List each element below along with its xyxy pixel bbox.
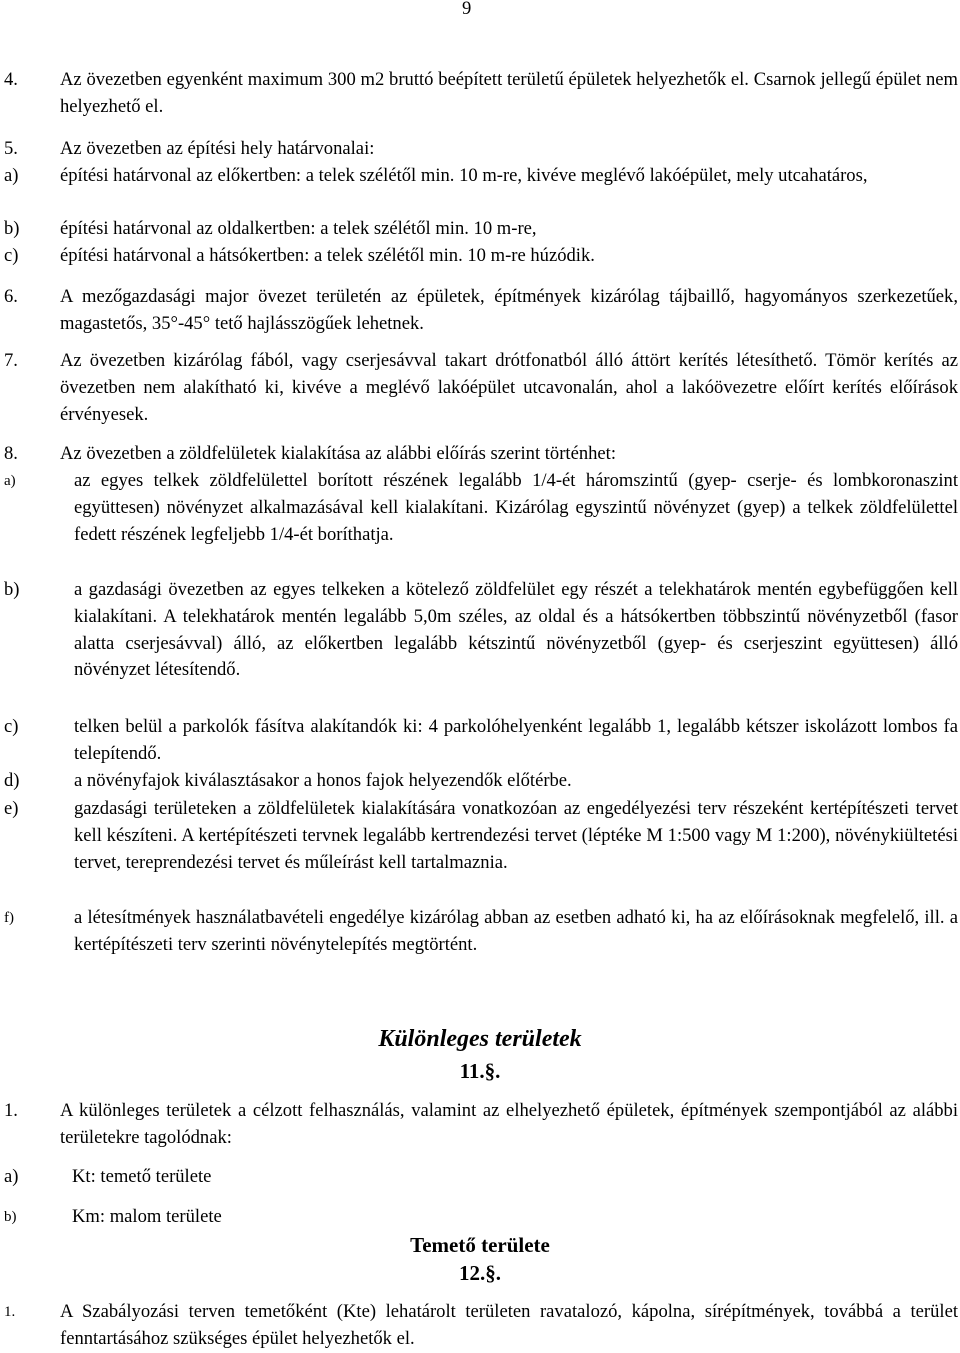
- section-8: [4, 441, 958, 468]
- cemetery-point-1: [4, 1299, 958, 1353]
- special-b: [4, 1204, 958, 1231]
- item-text: építési határvonal az előkertben: a telek szélétől min. 10 m-re, kivéve meglévő lakóépület, mely utcahatáros,: [60, 165, 868, 186]
- item-text: építési határvonal a hátsókertben: a telek szélétől min. 10 m-re húzódik.: [60, 245, 595, 266]
- heading-special-areas: Különleges területek: [378, 1026, 582, 1052]
- item-label: d): [4, 770, 20, 791]
- section-8-b: [4, 577, 958, 684]
- item-label: a): [4, 165, 19, 186]
- item-text: gazdasági területeken a zöldfelületek kialakítására vonatkozóan az engedélyezési terv részeként kertépítészeti tervet kell készíteni. A kertépítészeti tervnek legalább kertrendezési tervet (léptéke M 1:500 vagy M 1:200), növénykiültetési tervet, tereprendezési tervet és műleírást kell tartalmaznia.: [74, 798, 958, 873]
- item-label: f): [4, 910, 14, 926]
- section-7: [4, 348, 958, 428]
- section-number: 1.: [4, 1304, 16, 1320]
- paragraph-12: 12.§.: [459, 1261, 501, 1285]
- paragraph-11: 11.§.: [459, 1059, 501, 1083]
- item-label: c): [4, 245, 19, 266]
- section-number: 1.: [4, 1100, 18, 1121]
- item-label: e): [4, 798, 19, 819]
- section-8-d: [4, 768, 958, 795]
- section-4: [4, 67, 958, 121]
- section-text: A különleges területek a célzott felhasználás, valamint az elhelyezhető épületek, építmények szempontjából az alábbi területekre tagolódnak:: [60, 1100, 958, 1148]
- item-text: telken belül a parkolók fásítva alakítandók ki: 4 parkolóhelyenként legalább 1, legalább kétszer iskolázott lombos fa telepítendő.: [74, 716, 958, 764]
- item-text: építési határvonal az oldalkertben: a telek szélétől min. 10 m-re,: [60, 218, 537, 239]
- section-6: [4, 284, 958, 338]
- section-8-c: [4, 714, 958, 768]
- section-8-f: [4, 905, 958, 959]
- item-label: b): [4, 579, 20, 600]
- heading-cemetery: Temető területe: [410, 1233, 550, 1257]
- section-text: A Szabályozási terven temetőként (Kte) lehatárolt területen ravatalozó, kápolna, sírépítmények, továbbá a terület fenntartásához szükséges épület helyezhetők el.: [60, 1301, 958, 1349]
- page-number: 9: [462, 0, 472, 19]
- item-label: c): [4, 716, 19, 737]
- section-number: 5.: [4, 138, 18, 159]
- item-label: b): [4, 1209, 17, 1225]
- section-5-c: [4, 243, 958, 270]
- section-text: Az övezetben egyenként maximum 300 m2 bruttó beépített területű épületek helyezhetők el. Csarnok jellegű épület nem helyezhető el.: [60, 69, 958, 117]
- section-5-a: [4, 163, 958, 190]
- section-number: 4.: [4, 69, 18, 90]
- section-text: Az övezetben kizárólag fából, vagy cserjesávval takart drótfonatból álló áttört kerítés létesíthető. Tömör kerítés az övezetben nem alakítható ki, kivéve a meglévő lakóépület utcavonalán, ahol a lakóövezetre előírt kerítés előírások érvényesek.: [60, 350, 958, 425]
- section-number: 7.: [4, 350, 18, 371]
- item-label: a): [4, 1166, 19, 1187]
- section-text: Az övezetben az építési hely határvonalai:: [60, 138, 375, 159]
- item-label: b): [4, 218, 20, 239]
- item-text: Kt: temető területe: [72, 1166, 212, 1187]
- section-5-b: [4, 216, 958, 243]
- item-text: az egyes telkek zöldfelülettel borított részének legalább 1/4-ét háromszintű (gyep- cserje- és lombkoronaszint együttesen) növényzet alkalmazásával kell kialakítani. Kizárólag egyszintű növényzet (gyep) a telkek zöldfelülettel fedett részének legfeljebb 1/4-ét boríthatja.: [74, 470, 958, 545]
- section-8-e: [4, 796, 958, 876]
- section-number: 6.: [4, 286, 18, 307]
- special-point-1: [4, 1098, 958, 1152]
- section-text: Az övezetben a zöldfelületek kialakítása az alábbi előírás szerint történhet:: [60, 443, 617, 464]
- section-text: A mezőgazdasági major övezet területén az épületek, építmények kizárólag tájbaillő, hagyományos szerkezetűek, magastetős, 35°-45° tető hajlásszögűek lehetnek.: [60, 286, 958, 334]
- item-text: Km: malom területe: [72, 1206, 222, 1227]
- special-a: [4, 1164, 958, 1191]
- section-number: 8.: [4, 443, 18, 464]
- item-label: a): [4, 473, 16, 489]
- section-5: [4, 136, 958, 163]
- section-8-a: [4, 468, 958, 548]
- item-text: a létesítmények használatbavételi engedélye kizárólag abban az esetben adható ki, ha az előírásoknak megfelelő, ill. a kertépítészeti terv szerinti növénytelepítés megtörtént.: [74, 907, 958, 955]
- item-text: a növényfajok kiválasztásakor a honos fajok helyezendők előtérbe.: [74, 770, 572, 791]
- item-text: a gazdasági övezetben az egyes telkeken a kötelező zöldfelület egy részét a telekhatárok mentén egybefüggően kell kialakítani. A telekhatárok mentén legalább 5,0m széles, az oldal és a hátsókertben többszintű növényzetből (fasor alatta cserjesávval) álló, az előkertben legalább kétszintű növényzetből (gyep- és cserjeszint együttesen) álló növényzet létesítendő.: [74, 579, 958, 681]
